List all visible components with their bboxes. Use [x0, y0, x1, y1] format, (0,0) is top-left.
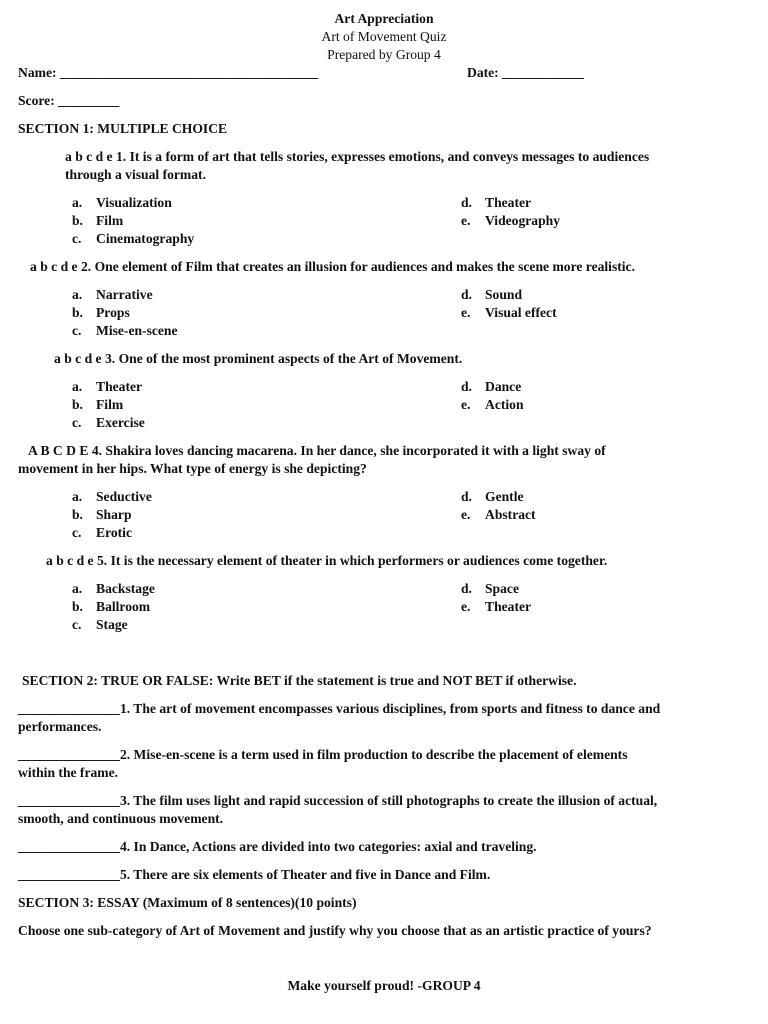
q4-option-c[interactable]: c. Erotic [72, 525, 132, 540]
section2-heading-instructions: Write BET if the statement is true and NOT BET if otherwise. [213, 673, 577, 688]
section1-heading: SECTION 1: MULTIPLE CHOICE [18, 121, 228, 136]
score-label: Score: [18, 93, 55, 108]
score-row [18, 92, 119, 110]
q2-option-a[interactable]: a. Narrative [72, 287, 153, 302]
tf-item-3-line2: smooth, and continuous movement. [18, 811, 224, 826]
question-4-stem-line2: movement in her hips. What type of energy is she depicting? [18, 461, 367, 476]
essay-prompt: Choose one sub-category of Art of Movement and justify why you choose that as an artistic practice of yours? [18, 923, 652, 938]
score-field[interactable]: _________ [58, 93, 120, 108]
quiz-title: Art Appreciation [334, 11, 434, 26]
q5-option-b[interactable]: b. Ballroom [72, 599, 151, 614]
question-5-stem: a b c d e 5. It is the necessary element of theater in which performers or audiences come together. [46, 553, 608, 568]
q1-option-e[interactable]: e. Videography [461, 213, 561, 228]
q5-option-c[interactable]: c. Stage [72, 617, 128, 632]
q4-option-e[interactable]: e. Abstract [461, 507, 536, 522]
q4-option-b[interactable]: b. Sharp [72, 507, 132, 522]
q4-option-d[interactable]: d. Gentle [461, 489, 524, 504]
q5-option-d[interactable]: d. Space [461, 581, 519, 596]
q1-option-d[interactable]: d. Theater [461, 195, 532, 210]
q5-option-a[interactable]: a. Backstage [72, 581, 155, 596]
section3-heading: SECTION 3: ESSAY (Maximum of 8 sentences)(10 points) [18, 895, 357, 910]
name-row [18, 64, 318, 82]
q1-option-b[interactable]: b. Film [72, 213, 124, 228]
q3-option-c[interactable]: c. Exercise [72, 415, 145, 430]
tf-item-5: _______________5. There are six elements of Theater and five in Dance and Film. [18, 867, 491, 882]
question-4-stem-line1: A B C D E 4. Shakira loves dancing macarena. In her dance, she incorporated it with a light sway of [28, 443, 606, 458]
date-row [467, 64, 584, 82]
q1-option-c[interactable]: c. Cinematography [72, 231, 195, 246]
question-1-stem-line1: a b c d e 1. It is a form of art that tells stories, expresses emotions, and conveys messages to audiences [65, 149, 650, 164]
question-2-stem: a b c d e 2. One element of Film that creates an illusion for audiences and makes the scene more realistic. [30, 259, 635, 274]
q3-option-a[interactable]: a. Theater [72, 379, 143, 394]
tf-answer-blank-1[interactable]: _______________ [18, 701, 120, 716]
tf-answer-blank-2[interactable]: _______________ [18, 747, 120, 762]
date-field[interactable]: ____________ [502, 65, 584, 80]
tf-item-1-line1: _______________1. The art of movement encompasses various disciplines, from sports and fitness to dance and [18, 701, 661, 716]
q2-option-c[interactable]: c. Mise-en-scene [72, 323, 178, 338]
tf-item-3-line1: _______________3. The film uses light and rapid succession of still photographs to create the illusion of actual, [18, 793, 658, 808]
prepared-by: Prepared by Group 4 [327, 47, 441, 62]
q2-option-b[interactable]: b. Props [72, 305, 130, 320]
tf-answer-blank-4[interactable]: _______________ [18, 839, 120, 854]
q3-option-e[interactable]: e. Action [461, 397, 524, 412]
date-label: Date: [467, 65, 499, 80]
tf-item-1-line2: performances. [18, 719, 102, 734]
question-1-stem-line2: through a visual format. [65, 167, 206, 182]
q5-option-e[interactable]: e. Theater [461, 599, 532, 614]
q2-option-d[interactable]: d. Sound [461, 287, 523, 302]
q3-option-d[interactable]: d. Dance [461, 379, 522, 394]
section2-heading-title: SECTION 2: TRUE OR FALSE: [22, 673, 214, 688]
question-3-stem: a b c d e 3. One of the most prominent aspects of the Art of Movement. [54, 351, 463, 366]
tf-item-4: _______________4. In Dance, Actions are divided into two categories: axial and traveling. [18, 839, 537, 854]
closing-message: Make yourself proud! -GROUP 4 [287, 978, 481, 993]
name-label: Name: [18, 65, 57, 80]
tf-item-2-line2: within the frame. [18, 765, 119, 780]
q1-option-a[interactable]: a. Visualization [72, 195, 172, 210]
tf-answer-blank-3[interactable]: _______________ [18, 793, 120, 808]
q3-option-b[interactable]: b. Film [72, 397, 124, 412]
tf-item-2-line1: _______________2. Mise-en-scene is a term used in film production to describe the placement of elements [18, 747, 628, 762]
q4-option-a[interactable]: a. Seductive [72, 489, 152, 504]
quiz-subtitle: Art of Movement Quiz [321, 29, 447, 44]
q2-option-e[interactable]: e. Visual effect [461, 305, 557, 320]
name-field[interactable]: ______________________________________ [59, 65, 319, 80]
tf-answer-blank-5[interactable]: _______________ [18, 867, 120, 882]
section2-heading [22, 672, 577, 690]
